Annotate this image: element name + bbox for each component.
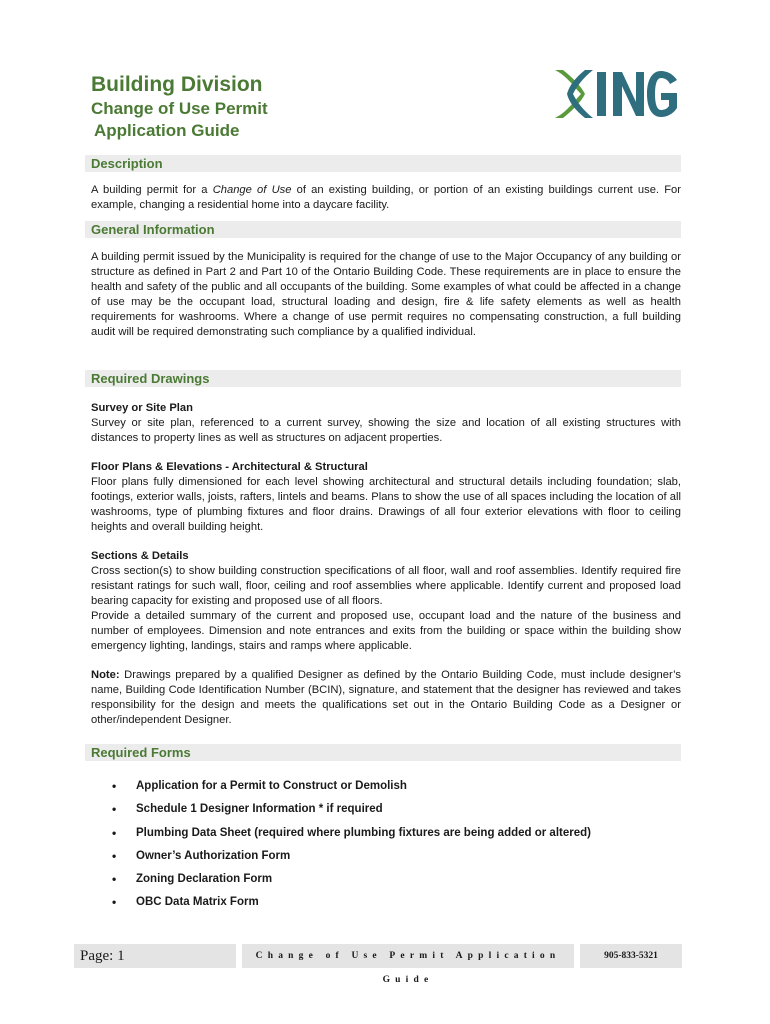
survey-text: Survey or site plan, referenced to a current survey, showing the size and location of all existing structures with distances to property lines as well as structures on adjacent properties.	[91, 417, 681, 444]
section-heading-general: General Information	[85, 221, 681, 238]
title-block	[91, 72, 268, 142]
section-heading-drawings: Required Drawings	[85, 370, 681, 387]
survey-title: Survey or Site Plan	[91, 402, 193, 414]
page-subtitle-2: Application Guide	[94, 121, 240, 140]
sections-text-1: Cross section(s) to show building construction specifications of all floor, wall and roof assemblies. Identify required fire resistant ratings for such wall, floor, ceiling and roof assemblies where applicable. Identify current and proposed load bearing capacity for existing and proposed use of all floors.	[91, 565, 681, 607]
list-item: • OBC Data Matrix Form	[112, 895, 591, 918]
footer-phone: 905-833-5321	[580, 944, 682, 968]
general-text: A building permit issued by the Municipality is required for the change of use to the Major Occupancy of any building or structure as defined in Part 2 and Part 10 of the Ontario Building Code. These requirements are in place to ensure the health and safety of the public and all occupants of the building. Some examples of what could be affected in a change of use may be the occupant load, structural loading and design, fire & life safety elements as well as health requirements for washrooms. Where a change of use permit requires no compensating construction, a full building audit will be required demonstrating such compliance by a qualified individual.	[91, 251, 681, 338]
page-footer	[74, 944, 682, 985]
forms-list	[112, 779, 591, 919]
list-item: • Application for a Permit to Construct or Demolish	[112, 779, 591, 802]
section-heading-description: Description	[85, 155, 681, 172]
note-block	[91, 668, 681, 728]
list-item: • Zoning Declaration Form	[112, 872, 591, 895]
king-logo	[553, 66, 679, 122]
list-item: • Owner’s Authorization Form	[112, 849, 591, 872]
floor-block	[91, 460, 681, 535]
note-text: Drawings prepared by a qualified Designer as defined by the Ontario Building Code, must include designer’s name, Building Code Identification Number (BCIN), signature, and statement that the designer has reviewed and takes responsibility for the design and meets the qualifications set out in the Ontario Building Code as a Designer or other/independent Designer.	[91, 669, 681, 726]
floor-title: Floor Plans & Elevations - Architectural & Structural	[91, 461, 368, 473]
list-item: • Schedule 1 Designer Information * if required	[112, 802, 591, 825]
floor-text: Floor plans fully dimensioned for each level showing architectural and structural details including foundation; slab, footings, exterior walls, joists, rafters, lintels and beams. Plans to show the use of all spaces including the location of all washrooms, type of plumbing fixtures and floor drains. Drawings of all four exterior elevations with floor to ceiling heights and overall building height.	[91, 476, 681, 533]
description-text: A building permit for a Change of Use of an existing building, or portion of an existing buildings current use. For example, changing a residential home into a daycare facility.	[91, 184, 681, 211]
sections-title: Sections & Details	[91, 550, 189, 562]
sections-block	[91, 549, 681, 654]
page-title: Building Division	[91, 73, 263, 96]
footer-title: Change of Use Permit Application Guide	[242, 944, 574, 968]
footer-page-number: Page: 1	[74, 944, 236, 968]
survey-block	[91, 401, 681, 446]
note-label: Note:	[91, 669, 120, 681]
page-subtitle: Change of Use Permit	[91, 99, 268, 118]
list-item: • Plumbing Data Sheet (required where plumbing fixtures are being added or altered)	[112, 826, 591, 849]
section-heading-forms: Required Forms	[85, 744, 681, 761]
sections-text-2: Provide a detailed summary of the current and proposed use, occupant load and the nature of the business and number of employees. Dimension and note entrances and exits from the building or space within the building show emergency lighting, landings, stairs and ramps where applicable.	[91, 610, 681, 652]
